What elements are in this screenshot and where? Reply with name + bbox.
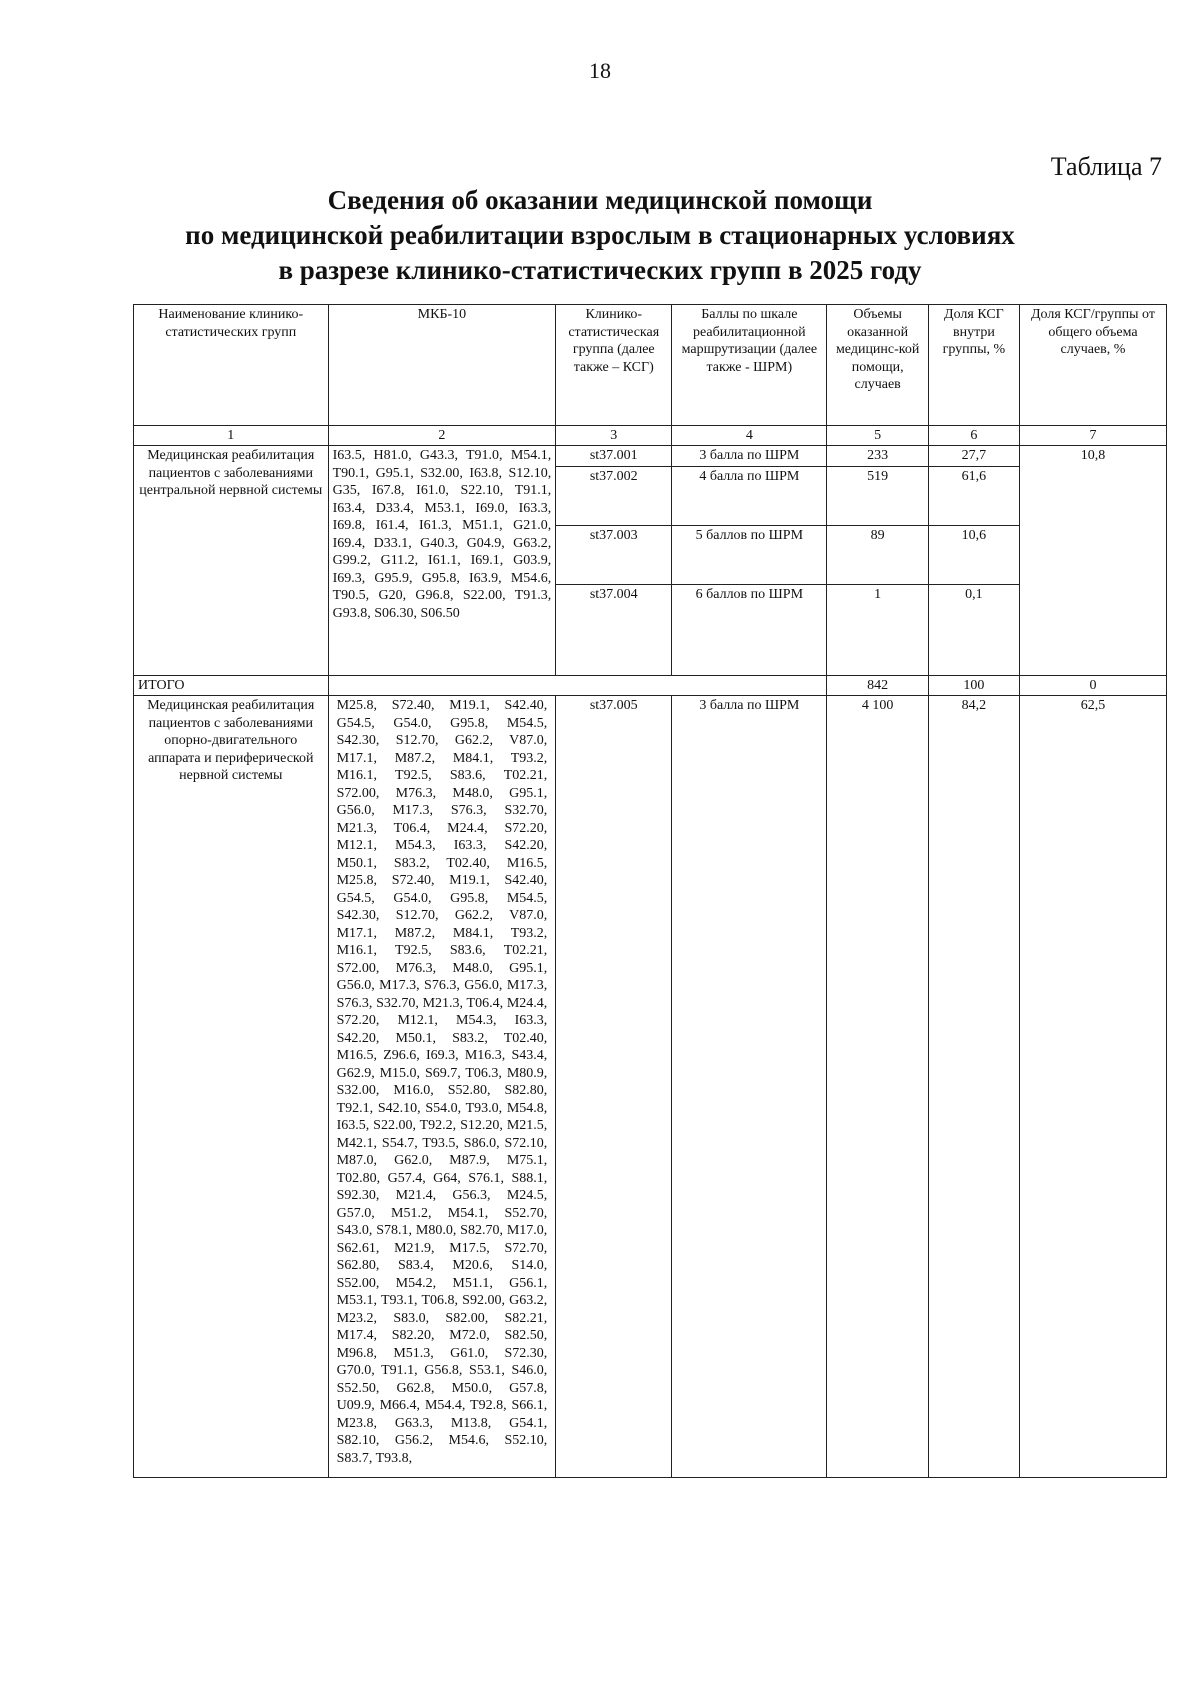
title-line: по медицинской реабилитации взрослым в стационарных условиях xyxy=(185,220,1015,250)
page-number: 18 xyxy=(589,58,611,83)
document-title xyxy=(0,183,1200,288)
shrm-cell: 3 балла по ШРМ xyxy=(672,446,827,467)
column-number: 5 xyxy=(827,426,928,446)
ksg-cell: st37.004 xyxy=(556,584,672,675)
ksg-cell: st37.005 xyxy=(556,696,672,1478)
volume-cell: 4 100 xyxy=(827,696,928,1478)
shrm-cell: 3 балла по ШРМ xyxy=(672,696,827,1478)
share-total-cell: 10,8 xyxy=(1019,446,1166,676)
group-name-cell: Медицинская реабилитация пациентов с заболеваниями центральной нервной системы xyxy=(134,446,329,676)
table-row xyxy=(134,446,1167,467)
ksg-cell: st37.001 xyxy=(556,446,672,467)
ksg-cell: st37.002 xyxy=(556,466,672,525)
share-cell: 10,6 xyxy=(928,525,1019,584)
title-line: Сведения об оказании медицинской помощи xyxy=(327,185,873,215)
total-row xyxy=(134,675,1167,696)
icd-codes-cell: M25.8, S72.40, M19.1, S42.40, G54.5, G54.0, G95.8, M54.5, S42.30, S12.70, G62.2, V87.0, M17.1, M87.2, M84.1, T93.2, M16.1, T92.5, S83.6, T02.21, S72.00, M76.3, M48.0, G95.1, G56.0, M17.3, S76.3, S32.70, M21.3, T06.4, M24.4, S72.20, M12.1, M54.3, I63.3, S42.20, M50.1, S83.2, T02.40, M16.5, M25.8, S72.40, M19.1, S42.40, G54.5, G54.0, G95.8, M54.5, S42.30, S12.70, G62.2, V87.0, M17.1, M87.2, M84.1, T93.2, M16.1, T92.5, S83.6, T02.21, S72.00, M76.3, M48.0, G95.1, G56.0, M17.3, S76.3, G56.0, M17.3, S76.3, S32.70, M21.3, T06.4, M24.4, S72.20, M12.1, M54.3, I63.3, S42.20, M50.1, S83.2, T02.40, M16.5, Z96.6, I69.3, M16.3, S43.4, G62.9, M15.0, S69.7, T06.3, M80.9, S32.00, M16.0, S52.80, S82.80, T92.1, S42.10, S54.0, T93.0, M54.8, I63.5, S22.00, T92.2, S12.20, M21.5, M42.1, S54.7, T93.5, S86.0, S72.10, M87.0, G62.0, M87.9, M75.1, T02.80, G57.4, G64, S76.1, S88.1, S92.30, M21.4, G56.3, M24.5, G57.0, M51.2, M54.1, S52.70, S43.0, S78.1, M80.0, S82.70, M17.0, S62.61, M21.9, M17.5, S72.70, S62.80, S83.4, M20.6, S14.0, S52.00, M54.2, M51.1, G56.1, M53.1, T93.1, T06.8, S92.00, G63.2, M23.2, S83.0, S82.00, S82.21, M17.4, S82.20, M72.0, S82.50, M96.8, M51.3, G61.0, S72.30, G70.0, T91.1, G56.8, S53.1, S46.0, S52.50, G62.8, M50.0, G57.8, U09.9, M66.4, M54.4, T92.8, S66.1, M23.8, G63.3, M13.8, G54.1, S82.10, G56.2, M54.6, S52.10, S83.7, T93.8, xyxy=(328,696,556,1478)
header-cell: Объемы оказанной медицинс-кой помощи, случаев xyxy=(827,305,928,426)
total-empty xyxy=(328,675,827,696)
share-total-cell: 62,5 xyxy=(1019,696,1166,1478)
header-cell: Клинико-статистическая группа (далее также – КСГ) xyxy=(556,305,672,426)
header-cell: МКБ-10 xyxy=(328,305,556,426)
volume-cell: 519 xyxy=(827,466,928,525)
shrm-cell: 5 баллов по ШРМ xyxy=(672,525,827,584)
volume-cell: 1 xyxy=(827,584,928,675)
total-share-total: 0 xyxy=(1019,675,1166,696)
share-cell: 0,1 xyxy=(928,584,1019,675)
volume-cell: 89 xyxy=(827,525,928,584)
title-line: в разрезе клинико-статистических групп в 2025 году xyxy=(278,255,922,285)
ksg-cell: st37.003 xyxy=(556,525,672,584)
column-number: 6 xyxy=(928,426,1019,446)
table-label: Таблица 7 xyxy=(1050,152,1162,181)
table-row xyxy=(134,696,1167,1478)
header-cell: Баллы по шкале реабилитационной маршрутизации (далее также - ШРМ) xyxy=(672,305,827,426)
column-number-row xyxy=(134,426,1167,446)
header-cell: Доля КСГ внутри группы, % xyxy=(928,305,1019,426)
column-number: 2 xyxy=(328,426,556,446)
header-row xyxy=(134,305,1167,426)
share-cell: 84,2 xyxy=(928,696,1019,1478)
total-label: ИТОГО xyxy=(134,675,329,696)
data-table xyxy=(133,304,1167,1478)
volume-cell: 233 xyxy=(827,446,928,467)
share-cell: 61,6 xyxy=(928,466,1019,525)
header-cell: Доля КСГ/группы от общего объема случаев, % xyxy=(1019,305,1166,426)
column-number: 4 xyxy=(672,426,827,446)
shrm-cell: 6 баллов по ШРМ xyxy=(672,584,827,675)
total-volume: 842 xyxy=(827,675,928,696)
column-number: 7 xyxy=(1019,426,1166,446)
icd-codes-cell: I63.5, H81.0, G43.3, T91.0, M54.1, T90.1, G95.1, S32.00, I63.8, S12.10, G35, I67.8, I61.0, S22.10, T91.1, I63.4, D33.4, M53.1, I69.0, I63.3, I69.8, I61.4, I61.3, M51.1, G21.0, I69.4, D33.1, G40.3, G04.9, G63.2, G99.2, G11.2, I61.1, I69.1, G03.9, I69.3, G95.9, G95.8, I63.9, M54.6, T90.5, G20, G96.8, S22.00, T91.3, G93.8, S06.30, S06.50 xyxy=(328,446,556,676)
header-cell: Наименование клинико-статистических групп xyxy=(134,305,329,426)
group-name-cell: Медицинская реабилитация пациентов с заболеваниями опорно-двигательного аппарата и периферической нервной системы xyxy=(134,696,329,1478)
column-number: 1 xyxy=(134,426,329,446)
total-share: 100 xyxy=(928,675,1019,696)
column-number: 3 xyxy=(556,426,672,446)
shrm-cell: 4 балла по ШРМ xyxy=(672,466,827,525)
share-cell: 27,7 xyxy=(928,446,1019,467)
